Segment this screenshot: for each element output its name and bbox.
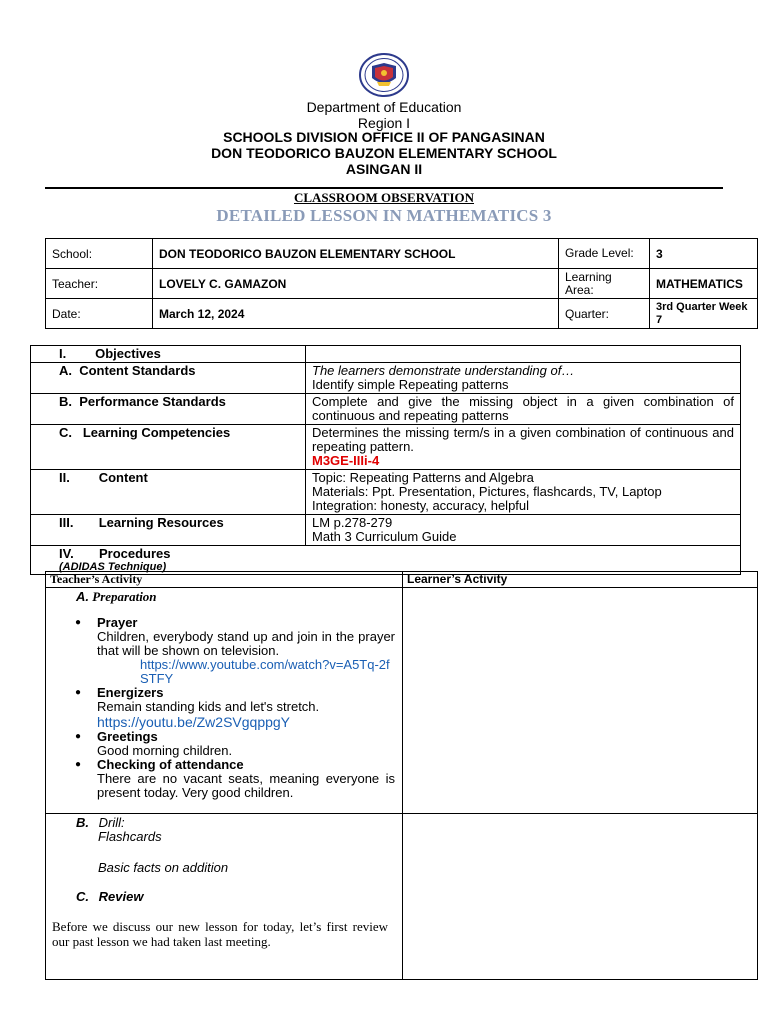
- preparation-letter: A.: [76, 589, 89, 604]
- performance-standards-label: B. Performance Standards: [31, 394, 306, 425]
- preparation-title: Preparation: [92, 589, 157, 604]
- drill-title: Drill:: [98, 815, 125, 830]
- grade-level-value: 3: [650, 239, 758, 269]
- content-standards-text: Identify simple Repeating patterns: [312, 377, 509, 392]
- region-name: Region I: [357, 115, 411, 131]
- content-cell: [306, 470, 741, 515]
- learner-activity-cell-drill: [403, 814, 758, 980]
- table-row: [31, 515, 741, 546]
- bullet-icon: ●: [75, 687, 82, 698]
- teacher-value: LOVELY C. GAMAZON: [153, 269, 559, 299]
- date-value: March 12, 2024: [153, 299, 559, 329]
- review-heading: [76, 889, 143, 905]
- content-label: II. Content: [31, 470, 306, 515]
- review-title: Review: [98, 889, 144, 904]
- performance-standards-text: Complete and give the missing object in a given combination of continuous and repeating patterns: [306, 394, 741, 425]
- activity-table: [45, 571, 758, 980]
- table-row: [31, 470, 741, 515]
- table-row: [46, 239, 758, 269]
- prayer-video-link[interactable]: https://www.youtube.com/watch?v=A5Tq-2fSTFY: [140, 657, 390, 686]
- school-name: DON TEODORICO BAUZON ELEMENTARY SCHOOL: [211, 145, 557, 161]
- objectives-empty-cell: [306, 346, 741, 363]
- learning-resources-cell: [306, 515, 741, 546]
- content-standards-cell: [306, 363, 741, 394]
- district-name: ASINGAN II: [345, 161, 423, 177]
- bullet-icon: ●: [75, 731, 82, 742]
- table-row: [46, 588, 758, 814]
- teacher-activity-cell-preparation: [46, 588, 403, 814]
- grade-level-label: Grade Level:: [559, 239, 650, 269]
- content-topic: Topic: Repeating Patterns and Algebra: [312, 470, 534, 485]
- learning-competencies-text: Determines the missing term/s in a given combination of continuous and repeating pattern.: [312, 425, 734, 454]
- list-item: [75, 685, 395, 730]
- table-row: [46, 814, 758, 980]
- list-item: [75, 615, 395, 686]
- date-label: Date:: [46, 299, 153, 329]
- review-letter: C.: [76, 889, 89, 904]
- learning-resources-label: III. Learning Resources: [31, 515, 306, 546]
- department-name: Department of Education: [306, 99, 462, 115]
- table-row: [46, 299, 758, 329]
- observation-heading: CLASSROOM OBSERVATION: [293, 190, 475, 205]
- learner-activity-header: Learner’s Activity: [403, 572, 758, 588]
- list-item: [75, 729, 395, 758]
- header-divider: [45, 187, 723, 189]
- energizer-video-link[interactable]: https://youtu.be/Zw2SVgqppgY: [97, 714, 291, 730]
- item-title: Greetings: [97, 729, 158, 744]
- lesson-info-table: [45, 238, 758, 329]
- teacher-label: Teacher:: [46, 269, 153, 299]
- item-text: Remain standing kids and let's stretch.: [97, 699, 320, 714]
- teacher-activity-header: Teacher’s Activity: [46, 572, 403, 588]
- procedures-label: IV. Procedures: [59, 546, 171, 561]
- drill-line: Flashcards: [98, 829, 162, 844]
- item-title: Checking of attendance: [97, 757, 244, 772]
- table-row: [31, 346, 741, 363]
- content-integration: Integration: honesty, accuracy, helpful: [312, 498, 530, 513]
- learning-competencies-cell: [306, 425, 741, 470]
- procedures-technique: (ADIDAS Technique): [59, 561, 167, 573]
- item-title: Prayer: [97, 615, 138, 630]
- drill-letter: B.: [76, 815, 89, 830]
- objectives-table: [30, 345, 741, 575]
- content-standards-label: A. Content Standards: [31, 363, 306, 394]
- item-text: Children, everybody stand up and join in the prayer that will be shown on television.: [97, 629, 395, 658]
- objectives-heading: I. Objectives: [31, 346, 306, 363]
- competency-code: M3GE-IIIi-4: [312, 453, 380, 468]
- quarter-value: 3rd Quarter Week 7: [650, 299, 758, 329]
- learner-activity-cell-preparation: [403, 588, 758, 814]
- division-name: SCHOOLS DIVISION OFFICE II OF PANGASINAN: [223, 129, 545, 145]
- deped-seal-logo: [357, 52, 411, 98]
- table-row: [31, 394, 741, 425]
- table-row: [31, 363, 741, 394]
- preparation-heading: [76, 589, 157, 605]
- bullet-icon: ●: [75, 759, 82, 770]
- drill-line: Basic facts on addition: [98, 860, 229, 875]
- preparation-list: [46, 616, 399, 800]
- teacher-activity-cell-drill: [46, 814, 403, 980]
- lesson-title: DETAILED LESSON IN MATHEMATICS 3: [216, 206, 552, 225]
- learning-area-label: Learning Area:: [559, 269, 650, 299]
- table-row: [46, 269, 758, 299]
- learning-area-value: MATHEMATICS: [650, 269, 758, 299]
- bullet-icon: ●: [75, 617, 82, 628]
- list-item: [75, 757, 395, 800]
- review-text: Before we discuss our new lesson for today, let’s first review our past lesson we had taken last meeting.: [52, 919, 388, 949]
- item-text: There are no vacant seats, meaning everyone is present today. Very good children.: [97, 771, 395, 800]
- school-label: School:: [46, 239, 153, 269]
- table-row: [46, 572, 758, 588]
- item-text: Good morning children.: [97, 743, 233, 758]
- content-materials: Materials: Ppt. Presentation, Pictures, flashcards, TV, Laptop: [312, 484, 662, 499]
- school-value: DON TEODORICO BAUZON ELEMENTARY SCHOOL: [153, 239, 559, 269]
- learning-resource-item: LM p.278-279: [312, 515, 393, 530]
- item-title: Energizers: [97, 685, 164, 700]
- learning-resource-item: Math 3 Curriculum Guide: [312, 529, 457, 544]
- content-standards-intro: The learners demonstrate understanding of…: [312, 363, 575, 378]
- learning-competencies-label: C. Learning Competencies: [31, 425, 306, 470]
- quarter-label: Quarter:: [559, 299, 650, 329]
- table-row: [31, 425, 741, 470]
